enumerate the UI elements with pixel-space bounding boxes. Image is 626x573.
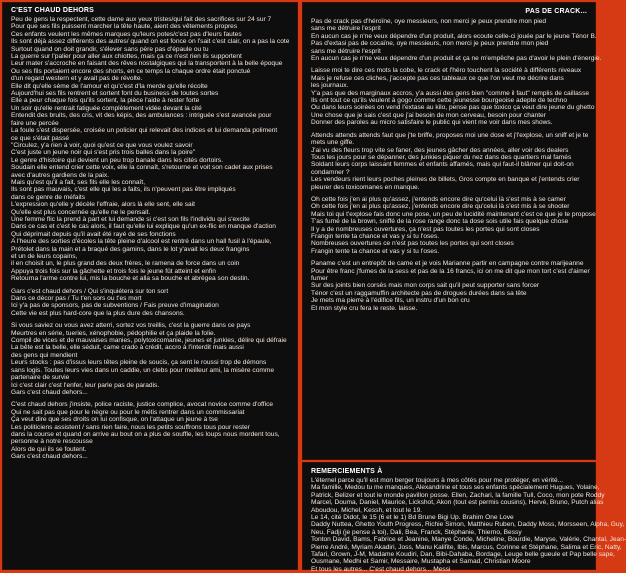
lyrics-panel-cest-chaud-dehors: [2, 2, 298, 570]
lyric-line: Peu de gens la respectent, cette dame aux yeux tristes/qui fait des sacrifices sur 24 sur 7: [11, 16, 272, 23]
lyric-line: Les vendeurs rient leurs poches pleines de billets, Gros compte en banque et j'entends crier: [311, 176, 580, 184]
lyric-line: J'ai vu des fleurs trop vite se faner, des jeunes gâcher des années, aller voir des dealers: [311, 146, 569, 154]
lyric-line: les journaux.: [311, 82, 349, 90]
lyric-line: C'est juste un jeune noir qui s'est pris trois balles dans la poire": [11, 149, 196, 157]
lyric-line: Cette vie est plus hard-core que la plus dure des chansons.: [11, 309, 185, 317]
lyric-line: sans me détruire l'esprit: [311, 47, 381, 55]
lyric-line: Meurtres en série, tueries, xénophobie, pédophilie et ça plaide la folie.: [11, 329, 216, 337]
song-title: PAS DE CRACK...: [525, 8, 587, 15]
lyric-line: Attends attends attends faut que j'te briffe, proposes moi une dose et j'l'explose, un sniff et je te: [311, 131, 589, 139]
song-title: C'EST CHAUD DEHORS: [11, 7, 95, 14]
lyric-line: Appuya trois fois sur la gâchette et trois fois le jeune fût atteint et enfin: [11, 267, 216, 275]
lyric-line: Ils ont tout ce qu'ils veulent à gogo comme cette jeunesse bourgeoise adepte de techno: [311, 97, 568, 105]
thanks-line: Ma famille, Medou tu me manques, Alexandrine et tous ses enfants spécialement Hugues, Yolaine,: [311, 484, 600, 492]
lyrics-panel-pas-de-crack: [302, 2, 602, 460]
lyric-line: Gars c'est chaud dehors...: [11, 453, 88, 461]
lyric-line: Ou dans leurs soirées on vend l'extase au kilo, pense pas que toxico ça veut dire jeune du ghetto: [311, 104, 595, 112]
lyric-line: Ils sont déjà assez différents des autres/ quand on est fonce on l'sait c'est clair, on a pas la cote: [11, 38, 290, 46]
lyric-line: avec d'autres gardiens de la paix.: [11, 171, 110, 179]
lyric-line: Gars c'est chaud dehors / Qui s'inquiétera sur ton sort: [11, 287, 169, 295]
lyric-line: Elle dit qu'elle sème de l'amour et qu'c'est d'la merde qu'elle récolte: [11, 82, 208, 90]
thanks-line: Et tous les autres... C'est chaud dehors... Messi: [311, 565, 451, 573]
lyric-line: En aucun cas je n'ne veux dépendre d'un produit et ça ne m'empêche pas d'avoir le plein d'énergie.: [311, 55, 602, 63]
lyric-line: Je mets ma pierre à l'édifice fils, un instru d'un bon cru: [311, 297, 470, 305]
thanks-line: Pierre André, Myriam Akadiri, Joss, Manu Kalifite, Ibis, Marcus, Corinne et Stéphane, Salima et Eric, Natty,: [311, 543, 622, 551]
lyric-line: Pas de crack pas d'héroïne, oye messieurs, non merci je peux prendre mon pied: [311, 18, 547, 25]
lyric-line: sans logis. Toutes leurs vies dans un caddie, un clebs pour meilleur ami, la misère comme: [11, 366, 275, 374]
lyric-line: mets une giffe.: [311, 139, 355, 147]
lyric-line: Une femme flic la prend à part et lui demande si c'est son fils l'individu qui s'excite: [11, 215, 250, 223]
lyric-line: Aujourd'hui ses fils rentrent et sortent font du business de toutes sortes: [11, 90, 219, 98]
lyric-line: personne à notre rescousse: [11, 438, 93, 446]
lyric-line: Une chose que je sais c'est que j'ai besoin de mon cerveau, besoin pour chanter: [311, 111, 546, 119]
lyric-line: Un soir qu'elle rentrait fatiguée complètement vidée devant la cité: [11, 104, 202, 112]
thanks-line: Aboudou, Michel, Kessh, et tout le 19.: [311, 506, 423, 514]
lyric-line: Frangin tente ta chance et vas y si tu l'oses.: [311, 247, 440, 255]
lyric-line: "Circulez, y'a rien à voir, quoi qu'est ce que vous voulez savoir: [11, 141, 193, 149]
lyric-line: Leurs stocks : pas d'issus leurs têtes pleine de soucis, ça sent le roussi trop de démons: [11, 359, 267, 367]
lyrics-body: [11, 16, 291, 461]
lyric-line: Prétolet dans la main et a braqué des gamins, dans le lot y'avait les deux frangins: [11, 245, 250, 253]
lyric-line: Laisse moi te dire ces mots la cobe, le crack et l'héro touchent la société à différents niveaux: [311, 67, 582, 75]
lyric-line: Tous les jours pour se dépanner, des junkies piquer du nez dans des quartiers mal famés: [311, 153, 572, 161]
lyric-line: C'est chaud dehors j'insiste, police raciste, justice complice, avocat novice comme d'office: [11, 401, 274, 409]
lyric-line: Et mon style cru fera le reste. laisse.: [311, 304, 418, 312]
lyric-line: Ou ses fils portaient encore des shorts, en ce temps la chaque ordre était ponctué: [11, 67, 251, 75]
lyric-line: Leur mater s'accroche en faisant des rêves nostalgiques qui la transportent à la belle époque: [11, 60, 283, 68]
lyric-line: des gens qui mendient: [11, 351, 78, 359]
thanks-panel: [302, 462, 626, 573]
lyric-line: Sur des joints bien corsés mais mon corps sait qu'il peut supporter sans forcer: [311, 282, 540, 290]
lyric-line: Frangin tente ta chance et vas y si tu l'oses.: [311, 232, 440, 240]
lyric-line: dans la course et quand on arrive au bout on a plus de souffle, les loups nous mordent tous,: [11, 430, 280, 438]
lyric-line: Gars c'est chaud dehors...: [11, 388, 88, 396]
lyric-line: A l'heure des sorties d'écoles la tête pleine d'alcool est rentré dans un hall fusil à l'épaule,: [11, 238, 272, 246]
lyric-line: Soudain elle entend crier cette voix, elle la connaît, s'retourne et voit son cadet aux prises: [11, 164, 273, 172]
thanks-line: Ousmane, Medhi et Samir, Messaire, Mustapha et Samad, Christian Moore: [311, 558, 531, 566]
lyric-line: Qui ne sait pas que pour le nègre ou pour le métis rentrer dans un commissariat: [11, 408, 245, 416]
lyric-line: sans me détruire l'esprit: [311, 25, 381, 33]
lyric-line: Si vous saviez ou vous avez atterri, sortez vos treillis, c'est la guerre dans ce pays: [11, 322, 251, 330]
lyric-line: Oh cette fois j'en ai plus qu'assez, j'entends encore dire qu'celui là s'est mis à se shooter: [311, 203, 570, 211]
lyric-line: condamner ?: [311, 168, 350, 176]
lyric-line: Ici y'a pas de sponsors, pas de subventions / Fais preuve d'imagination: [11, 302, 219, 310]
lyric-line: d'un regard western et y avait pas de révolte.: [11, 75, 143, 83]
lyric-line: Qui déprimait depuis qu'il avait été rayé de ses fonctions: [11, 230, 176, 238]
lyric-line: dans ce genre de méfaits: [11, 193, 86, 201]
lyric-line: Pas d'extasi pas de cocaïne, oye messieurs, non merci je peux prendre mon pied: [311, 40, 549, 48]
lyric-line: Mais qu'est qu'il a fait, ses fils elle les connaît,: [11, 178, 146, 186]
lyric-line: Mais je refuse ces cliches, j'accepte pas ces tableaux ce que l'on veut me décrire dans: [311, 74, 564, 82]
lyric-line: Paname c'est un entrepôt de came et je vois Marianne partir en campagne contre marijeanne: [311, 260, 584, 268]
lyric-line: et un de leurs copains,: [11, 253, 78, 260]
thanks-line: Neu, Fadji (je pense à toi), Dali, Bea, Franck, Stéphanie, Thierno, Bessy: [311, 528, 522, 536]
lyric-line: Les politiciens assistent / sans rien faire, nous les petits souffrons tous pour rester: [11, 423, 250, 431]
lyric-line: Oh cette fois j'en ai plus qu'assez, j'entends encore dire qu'celui là s'est mis à se camer: [311, 195, 566, 203]
lyric-line: Le genre d'histoire qui devient un peu trop banale dans les cités dortoirs.: [11, 156, 224, 164]
lyric-line: faire une percée: [11, 119, 59, 127]
lyric-line: partenaire de survie: [11, 374, 70, 382]
lyric-line: La foule s'est dispersée, croisée un policier qui relevait des indices et lui demanda poliment: [11, 127, 278, 135]
lyrics-body: [311, 18, 602, 312]
thanks-body: [311, 477, 626, 573]
lyric-line: Compil de vices et de mauvaises manies, polytoxicomanie, jeunes et junkies, délire qui défraie: [11, 337, 287, 345]
lyric-line: Dans ce décor pas / Tu t'en sors ou t'es mort: [11, 295, 142, 303]
lyric-line: fumer: [311, 275, 328, 282]
lyric-line: Y'a pas que des marginaux accros, y'a aussi des gens bien "comme il faut" remplis de caillasse: [311, 89, 590, 97]
lyric-line: Nombreuses ouvertures ce n'est pas toutes les portes qui sont closes: [311, 240, 514, 248]
lyric-line: Ils sont pas mauvais, c'est elle qui les a faits, ils n'peuvent pas être impliqués: [11, 186, 236, 194]
lyric-line: Pour être franc j'fumes de la sess et pas de la 16 francs, ici on me dit que mon tort c'est d'aimer: [311, 267, 590, 275]
thanks-line: Marcel, Douma, Daniel, Maurice, Lickshot, Akon (tout est permis cousins), Hervé, Bruno, Putch alias: [311, 499, 604, 507]
lyric-line: En aucun cas je n'ne veux dépendre d'un produit, alors ecoute celle-ci jouée par le jeune Ténor B.: [311, 32, 597, 40]
lyric-line: Soldant leurs corps laissant femmes et enfants affamés, mais qui faut-il blâmer qui doit-on: [311, 161, 574, 169]
lyric-line: T'as fumé de la brown, sniffé de la rose range donc ta dose sois utile fais quelque chose: [311, 218, 569, 226]
lyric-line: il en choisit un, le plus grand des deux frères, le ramena de force dans un coin: [11, 260, 240, 268]
lyric-line: Il y a de nombreuses ouvertures, ça n'est pas toutes les portes qui sont closes: [311, 225, 540, 233]
thanks-line: Tafari, Grown, J-M, Madame Koudiri, Dan, Bibi-Dahaba, Bordage, Leuge belle gueule et Pap belle sape,: [311, 551, 615, 559]
thanks-line: Le 14, cité Didot, le 15 (6 et le 1) Bd Brune Bigi Up. Brahim One Love: [311, 514, 514, 522]
lyric-line: L'expression qu'elle y décèle l'effraie, alors là elle sent, elle sait: [11, 201, 195, 209]
lyric-line: Alors de qui ils se foutent.: [11, 445, 87, 453]
lyric-line: Ténor c'est un raggamuffin architecte pas de drogues durées dans sa tête: [311, 289, 527, 297]
lyric-line: Ces enfants veulent les mêmes marques qu'leurs potes/c'est pas d'leurs fautes: [11, 30, 242, 38]
lyric-line: pleurer des toxicomanes en manque.: [311, 183, 420, 191]
thanks-line: Daddy Nuttea, Ghetto Youth Progress, Richie Simon, Matthieu Ruben, Daddy Moss, Morsseen, Alpha, Guy,: [311, 521, 625, 529]
lyric-line: Elle a peur chaque fois qu'ils sortent, la pièce l'aide à rester forte: [11, 97, 200, 105]
lyric-line: Donner des paroles au micro satisfaire le public qui vient me voir dans mes shows.: [311, 119, 553, 127]
lyric-line: Retourna l'arme contre lui, mis la bouche et alla sa bouche et abrégea son destin.: [11, 275, 250, 283]
lyric-line: Ça veut dire que ses droits on lui confisque, on l'attaque un jeune à tse: [11, 416, 218, 424]
lyric-line: ce que s'était passé: [11, 134, 70, 142]
lyric-line: Ici c'est clair c'est l'enfer, leur parle pas de paradis.: [11, 381, 160, 389]
lyric-line: Entendit des bruits, des cris, vit des képis, des ambulances : intriguée s'est avancée pour: [11, 112, 272, 120]
lyric-line: Qu'elle est plus concernée qu'elle ne le pensait.: [11, 208, 151, 216]
thanks-line: Tonton David, Bams, Fabrice et Jeanine, Manye Conde, Micheline, Bourdie, Maryse, Valérie, Chantal, Jean-: [311, 536, 626, 544]
thanks-title: REMERCIEMENTS À: [311, 468, 383, 475]
lyric-line: Dans ce cas et c'est le cas alors, il faut qu'elle lui explique qu'un ex-flic en manque d'action: [11, 223, 276, 231]
thanks-line: Patrick, Belizer et tout le monde pavillon posse. Ellen, Zachari, la famille Tull, Coco, mon pote Roddy: [311, 491, 605, 499]
thanks-line: L'éternel parce qu'il est mon berger toujours à mes côtés pour me protéger, en vérité...: [311, 477, 564, 484]
lyric-line: Mais toi qui t'explose fais donc une pose, un peu de lucidité maintenant c'est ce que je te propose: [311, 210, 596, 218]
lyric-line: La guerre sur l'palier pour aller aux chiottes, mais ça ce n'est rien ils supportent: [11, 53, 242, 61]
lyric-line: Pour que ses fils puissent marcher la tête haute, aient des vêtements propres: [11, 23, 238, 31]
lyric-line: La bête est la belle, elle séduit, came crado à crédit, accro à l'interdit mais aussi: [11, 344, 244, 352]
lyric-line: Surtout quand on doit grandir, s'élever sans père pas d'épaule ou tu: [11, 45, 209, 53]
